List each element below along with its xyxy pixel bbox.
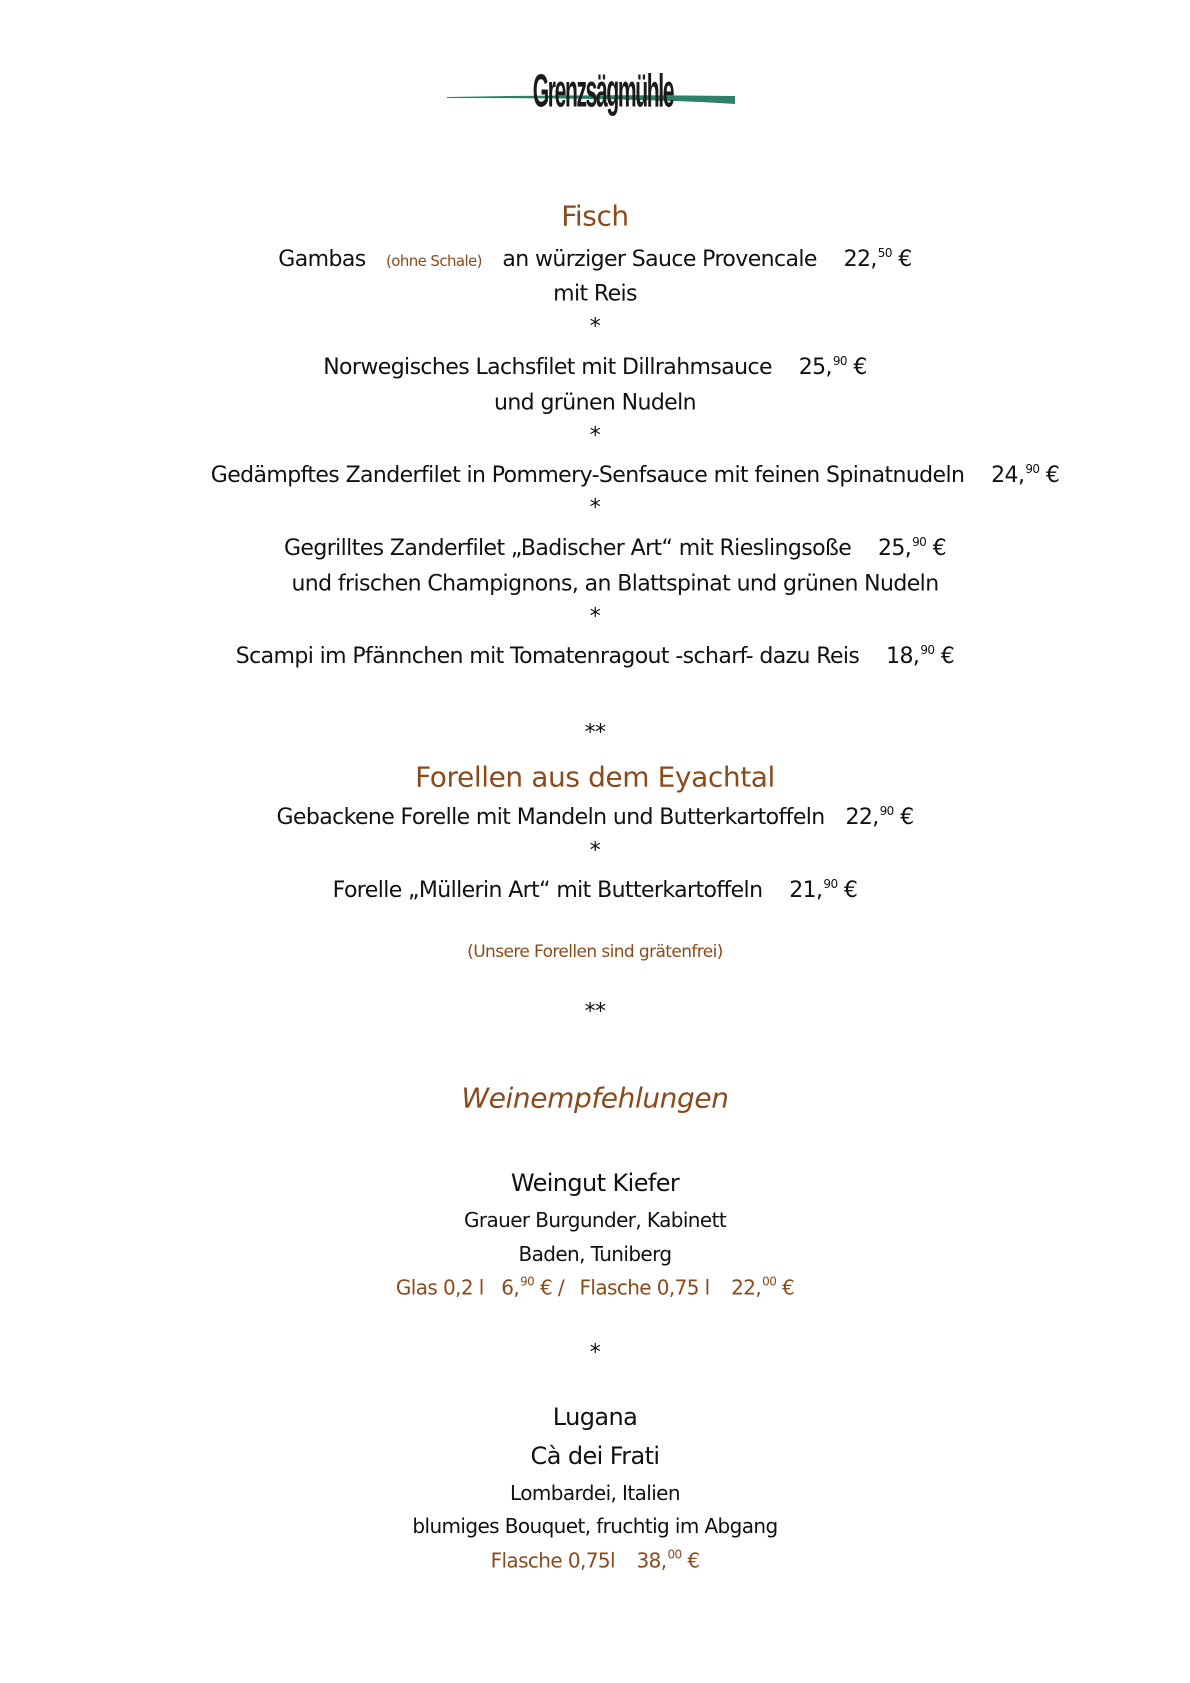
wine-region: Baden, Tuniberg [518,1242,672,1266]
separator-star: * [589,838,601,864]
wine-description: blumiges Bouquet, fruchtig im Abgang [412,1514,778,1538]
separator-star: * [589,423,601,449]
item-name: Gebackene Forelle mit Mandeln und Butterkartoffeln [276,805,825,830]
menu-item-scampi [0,643,1190,669]
item-subline: und frischen Champignons, an Blattspinat und grünen Nudeln [291,571,939,597]
wine-region: Lombardei, Italien [510,1481,680,1505]
separator-star: * [589,495,601,521]
logo-wordmark: Grenzsägmühle [532,66,674,118]
separator-star: * [589,314,601,340]
menu-item-gambas [0,246,1190,272]
item-name: Gedämpftes Zanderfilet in Pommery-Senfsauce mit feinen Spinatnudeln [210,463,965,488]
wine-prices [0,1275,1190,1300]
glass-price: 6,90 € [501,1274,553,1300]
item-name: Gegrilltes Zanderfilet „Badischer Art“ mit Rieslingsoße [283,536,852,561]
item-price: 24,90 € [991,462,1060,488]
item-price: 21,90 € [789,877,858,903]
section-heading-forellen: Forellen aus dem Eyachtal [415,760,775,794]
price-divider: / [557,1275,564,1300]
item-price: 22,50 € [843,246,912,272]
menu-item-zander-gedaempft [40,462,1190,488]
item-price: 22,90 € [845,804,914,830]
item-name: Forelle „Müllerin Art“ mit Butterkartoffeln [332,878,763,903]
item-name: Scampi im Pfännchen mit Tomatenragout -scharf- dazu Reis [235,644,860,669]
section-heading-fisch: Fisch [561,199,629,233]
item-price: 25,90 € [877,535,947,561]
wine-name: Lugana [552,1403,638,1431]
item-price: 18,90 € [886,643,955,669]
section-separator: ** [584,720,606,746]
item-name-rest: an würziger Sauce Provencale [502,247,817,272]
item-name: Norwegisches Lachsfilet mit Dillrahmsauce [323,355,772,380]
separator-star: * [589,1340,601,1366]
wine-producer: Cà dei Frati [530,1442,660,1470]
menu-item-forelle-gebacken [0,804,1190,830]
bottle-label: Flasche 0,75 l [579,1275,710,1300]
bottle-price: 38,00 € [636,1547,700,1573]
restaurant-logo [447,64,737,120]
item-subline: und grünen Nudeln [494,390,696,416]
forellen-note: (Unsere Forellen sind grätenfrei) [467,942,723,962]
item-price: 25,90 € [798,354,867,380]
glass-label: Glas 0,2 l [395,1275,484,1300]
wine-prices [0,1548,1190,1573]
item-name: Gambas [278,247,366,272]
item-subline: mit Reis [553,281,637,307]
bottle-price: 22,00 € [731,1274,795,1300]
menu-item-forelle-muellerin [0,877,1190,903]
menu-item-zander-gegrillt [20,535,1190,561]
bottle-label: Flasche 0,75l [490,1548,615,1573]
section-separator: ** [584,999,606,1025]
separator-star: * [589,604,601,630]
menu-item-lachs [0,354,1190,380]
item-note: (ohne Schale) [385,252,482,270]
wine-producer: Weingut Kiefer [510,1169,680,1197]
wine-variety: Grauer Burgunder, Kabinett [463,1208,727,1232]
section-heading-wein: Weinempfehlungen [461,1081,729,1115]
